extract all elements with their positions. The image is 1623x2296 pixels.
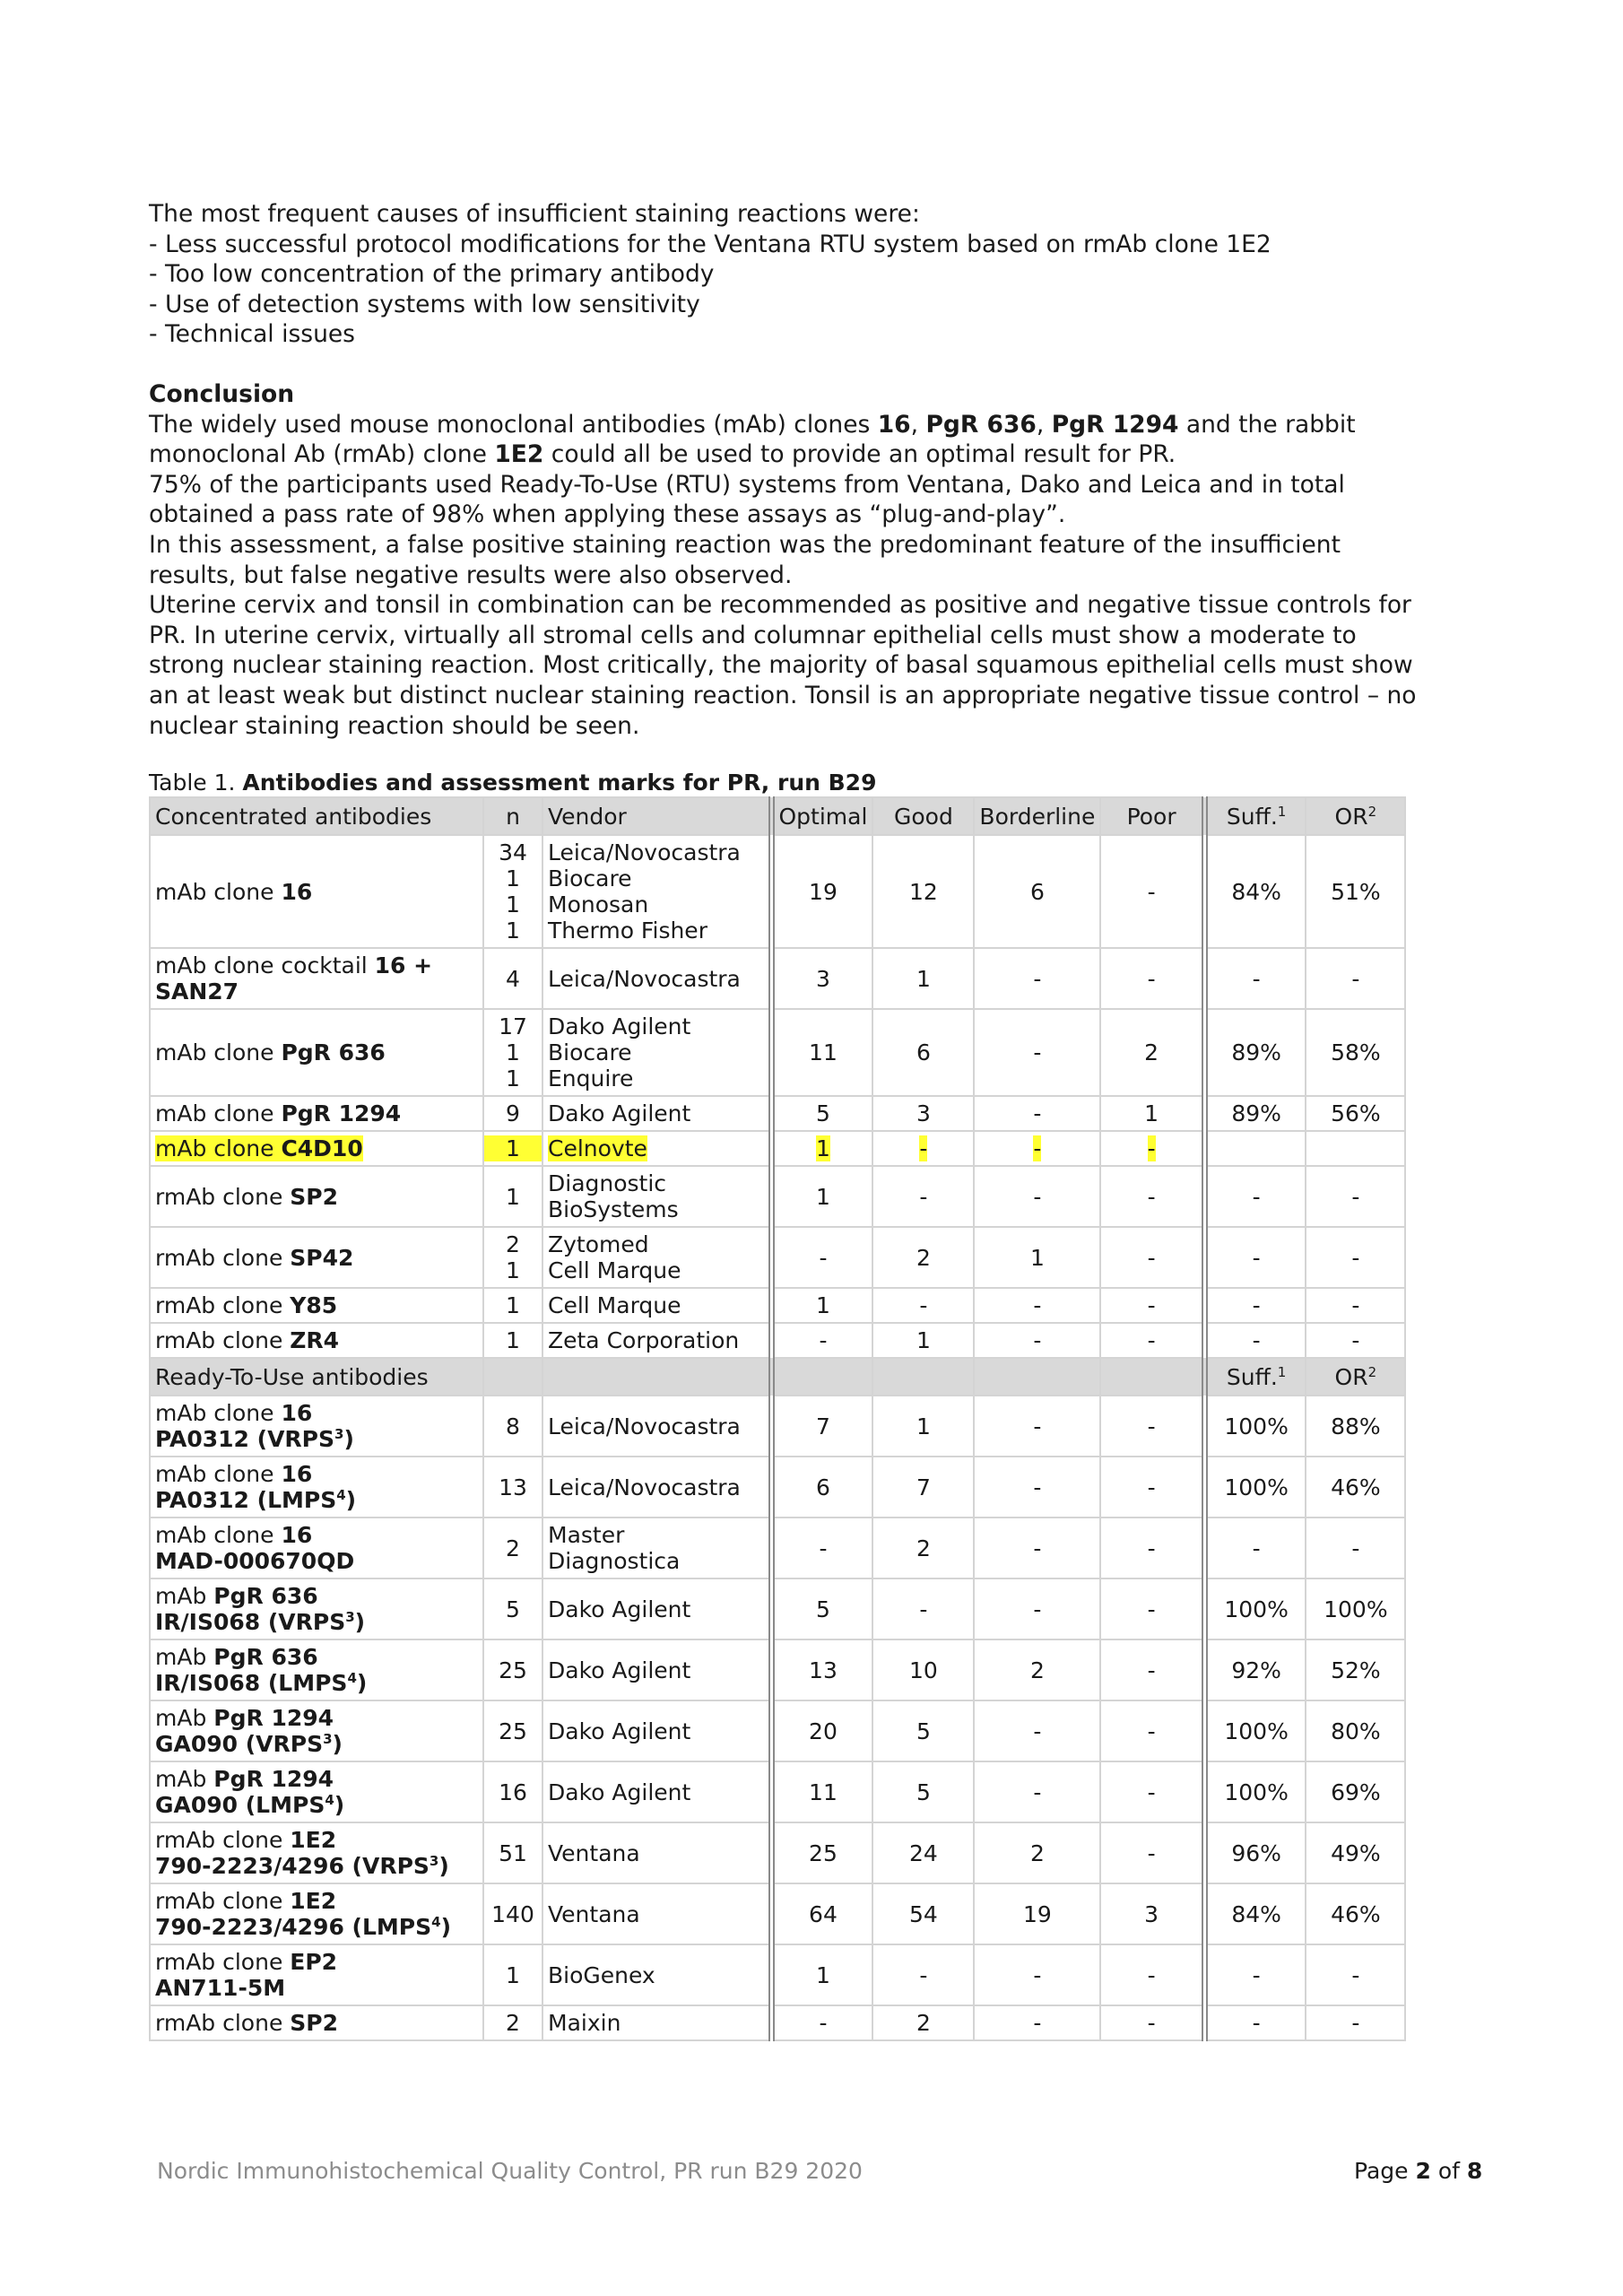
poor-value: -	[1100, 1396, 1204, 1457]
antibody-name: rmAb clone 1E2 790-2223/4296 (LMPS$^4$)	[150, 1883, 483, 1944]
poor-value: -	[1100, 1944, 1204, 2005]
good-value: -	[872, 1166, 974, 1227]
conclusion-line: PR. In uterine cervix, virtually all stromal cells and columnar epithelial cells must show a moderate to	[149, 621, 1357, 649]
optimal-value: 25	[771, 1822, 872, 1883]
vendor: Leica/Novocastra	[542, 1396, 771, 1457]
table-row	[150, 835, 1405, 948]
optimal-value: 64	[771, 1883, 872, 1944]
borderline-value: 2	[974, 1639, 1100, 1700]
or-value: -	[1306, 1166, 1405, 1227]
n-count: 25	[483, 1700, 542, 1761]
antibody-name: rmAb clone EP2 AN711-5M	[150, 1944, 483, 2005]
suff-value: 100%	[1204, 1700, 1306, 1761]
rtu-blank	[771, 1358, 872, 1396]
suff-value: 84%	[1204, 1883, 1306, 1944]
poor-value: -	[1100, 1166, 1204, 1227]
table-row	[150, 1166, 1405, 1227]
vendor: Master Diagnostica	[542, 1518, 771, 1578]
or-value: -	[1306, 1288, 1405, 1323]
good-value: 2	[872, 1518, 974, 1578]
poor-value: -	[1100, 1518, 1204, 1578]
rtu-suff: Suff.$^1$	[1204, 1358, 1306, 1396]
or-value: -	[1306, 2005, 1405, 2040]
conclusion-line: monoclonal Ab (rmAb) clone 1E2 could all be used to provide an optimal result for PR.	[149, 440, 1176, 469]
table-row	[150, 1700, 1405, 1761]
good-value: 1	[872, 1323, 974, 1358]
borderline-value: -	[974, 1096, 1100, 1131]
optimal-value: 1	[771, 1166, 872, 1227]
conclusion-line: strong nuclear staining reaction. Most critically, the majority of basal squamous epithelial cells must show	[149, 651, 1413, 680]
rtu-group-label: Ready-To-Use antibodies	[150, 1358, 483, 1396]
table-row	[150, 1578, 1405, 1639]
header-group: Concentrated antibodies	[150, 797, 483, 835]
borderline-value: -	[974, 2005, 1100, 2040]
rtu-blank	[483, 1358, 542, 1396]
or-value: 49%	[1306, 1822, 1405, 1883]
vendor: Ventana	[542, 1822, 771, 1883]
poor-value: 1	[1100, 1096, 1204, 1131]
antibody-name: rmAb clone 1E2 790-2223/4296 (VRPS$^3$)	[150, 1822, 483, 1883]
vendor: Dako Agilent	[542, 1578, 771, 1639]
suff-value: -	[1204, 1288, 1306, 1323]
or-value: 80%	[1306, 1700, 1405, 1761]
good-value: 7	[872, 1457, 974, 1518]
header-or: $OR^2$	[1306, 797, 1405, 835]
optimal-value: 11	[771, 1009, 872, 1096]
suff-value: 100%	[1204, 1396, 1306, 1457]
suff-value: -	[1204, 1166, 1306, 1227]
table-row	[150, 1227, 1405, 1288]
suff-value: -	[1204, 1323, 1306, 1358]
cause-item: - Use of detection systems with low sensitivity	[149, 290, 700, 318]
suff-value: -	[1204, 1944, 1306, 2005]
borderline-value: -	[974, 1131, 1100, 1166]
good-value: 6	[872, 1009, 974, 1096]
optimal-value: 13	[771, 1639, 872, 1700]
or-value: 69%	[1306, 1761, 1405, 1822]
conclusion-heading: Conclusion	[149, 379, 295, 408]
optimal-value: -	[771, 1323, 872, 1358]
rtu-blank	[872, 1358, 974, 1396]
antibody-name: mAb clone 16 PA0312 (VRPS$^3$)	[150, 1396, 483, 1457]
or-value: 100%	[1306, 1578, 1405, 1639]
table-row	[150, 1639, 1405, 1700]
or-value: 46%	[1306, 1883, 1405, 1944]
or-value: 88%	[1306, 1396, 1405, 1457]
borderline-value: -	[974, 1944, 1100, 2005]
vendor: Leica/Novocastra	[542, 948, 771, 1009]
borderline-value: 19	[974, 1883, 1100, 1944]
good-value: 5	[872, 1761, 974, 1822]
n-count: 9	[483, 1096, 542, 1131]
optimal-value: -	[771, 1518, 872, 1578]
or-value: 51%	[1306, 835, 1405, 948]
suff-value: -	[1204, 1227, 1306, 1288]
n-count: 1	[483, 1166, 542, 1227]
optimal-value: 1	[771, 1944, 872, 2005]
vendor: Cell Marque	[542, 1288, 771, 1323]
borderline-value: -	[974, 1700, 1100, 1761]
suff-value: 100%	[1204, 1457, 1306, 1518]
conclusion-line: In this assessment, a false positive staining reaction was the predominant feature of the insufficient	[149, 530, 1341, 559]
n-count: 8	[483, 1396, 542, 1457]
vendor: Dako Agilent	[542, 1096, 771, 1131]
header-poor: Poor	[1100, 797, 1204, 835]
optimal-value: 1	[771, 1288, 872, 1323]
good-value: 12	[872, 835, 974, 948]
poor-value: -	[1100, 1227, 1204, 1288]
rtu-or: $OR^2$	[1306, 1358, 1405, 1396]
good-value: -	[872, 1578, 974, 1639]
antibody-name: mAb clone cocktail 16 + SAN27	[150, 948, 483, 1009]
antibody-name: mAb clone C4D10	[150, 1131, 483, 1166]
suff-value: 84%	[1204, 835, 1306, 948]
optimal-value: 19	[771, 835, 872, 948]
table-row	[150, 1518, 1405, 1578]
good-value: 1	[872, 948, 974, 1009]
vendor: Maixin	[542, 2005, 771, 2040]
or-value: -	[1306, 948, 1405, 1009]
suff-value: 89%	[1204, 1009, 1306, 1096]
suff-value	[1204, 1131, 1306, 1166]
optimal-value: 5	[771, 1578, 872, 1639]
table-row	[150, 1822, 1405, 1883]
n-count: 17 1 1	[483, 1009, 542, 1096]
footer-title: Nordic Immunohistochemical Quality Control, PR run B29 2020	[157, 2158, 863, 2184]
borderline-value: -	[974, 948, 1100, 1009]
good-value: -	[872, 1131, 974, 1166]
poor-value: 3	[1100, 1883, 1204, 1944]
borderline-value: -	[974, 1323, 1100, 1358]
borderline-value: -	[974, 1288, 1100, 1323]
page-number: Page 2 of 8	[1354, 2158, 1483, 2184]
good-value: 5	[872, 1700, 974, 1761]
poor-value: -	[1100, 1822, 1204, 1883]
conclusion-line: Uterine cervix and tonsil in combination can be recommended as positive and negative tissue controls for	[149, 591, 1411, 620]
optimal-value: 6	[771, 1457, 872, 1518]
good-value: 2	[872, 1227, 974, 1288]
suff-value: 96%	[1204, 1822, 1306, 1883]
poor-value: -	[1100, 1761, 1204, 1822]
n-count: 1	[483, 1288, 542, 1323]
or-value: -	[1306, 1518, 1405, 1578]
poor-value: -	[1100, 1323, 1204, 1358]
or-value: -	[1306, 1323, 1405, 1358]
poor-value: 2	[1100, 1009, 1204, 1096]
vendor: Dako Agilent Biocare Enquire	[542, 1009, 771, 1096]
good-value: 54	[872, 1883, 974, 1944]
borderline-value: 6	[974, 835, 1100, 948]
optimal-value: 7	[771, 1396, 872, 1457]
good-value: -	[872, 1944, 974, 2005]
poor-value: -	[1100, 1457, 1204, 1518]
cause-item: - Too low concentration of the primary antibody	[149, 260, 715, 289]
n-count: 1	[483, 1131, 542, 1166]
good-value: 24	[872, 1822, 974, 1883]
n-count: 25	[483, 1639, 542, 1700]
table-row	[150, 2005, 1405, 2040]
poor-value: -	[1100, 2005, 1204, 2040]
n-count: 13	[483, 1457, 542, 1518]
suff-value: -	[1204, 2005, 1306, 2040]
poor-value: -	[1100, 835, 1204, 948]
good-value: 3	[872, 1096, 974, 1131]
conclusion-line: obtained a pass rate of 98% when applying these assays as “plug-and-play”.	[149, 500, 1066, 529]
header-optimal: Optimal	[771, 797, 872, 835]
table-row	[150, 1131, 1405, 1166]
antibody-name: mAb PgR 1294 GA090 (VRPS$^3$)	[150, 1700, 483, 1761]
antibody-name: mAb PgR 1294 GA090 (LMPS$^4$)	[150, 1761, 483, 1822]
antibody-name: rmAb clone ZR4	[150, 1323, 483, 1358]
n-count: 16	[483, 1761, 542, 1822]
n-count: 2	[483, 2005, 542, 2040]
causes-lead: The most frequent causes of insufficient staining reactions were:	[149, 200, 920, 228]
poor-value: -	[1100, 1288, 1204, 1323]
suff-value: -	[1204, 1518, 1306, 1578]
conclusion-line: results, but false negative results were also observed.	[149, 561, 793, 589]
good-value: 2	[872, 2005, 974, 2040]
suff-value: 89%	[1204, 1096, 1306, 1131]
vendor: Dako Agilent	[542, 1761, 771, 1822]
vendor: Dako Agilent	[542, 1639, 771, 1700]
poor-value: -	[1100, 1578, 1204, 1639]
or-value: 56%	[1306, 1096, 1405, 1131]
optimal-value: -	[771, 1227, 872, 1288]
vendor: Zeta Corporation	[542, 1323, 771, 1358]
header-good: Good	[872, 797, 974, 835]
borderline-value: 1	[974, 1227, 1100, 1288]
suff-value: 100%	[1204, 1578, 1306, 1639]
poor-value: -	[1100, 1131, 1204, 1166]
or-value: 52%	[1306, 1639, 1405, 1700]
n-count: 1	[483, 1944, 542, 2005]
antibody-name: mAb PgR 636 IR/IS068 (VRPS$^3$)	[150, 1578, 483, 1639]
antibody-name: mAb clone 16	[150, 835, 483, 948]
table-header-row	[150, 797, 1405, 835]
borderline-value: 2	[974, 1822, 1100, 1883]
table-row	[150, 1009, 1405, 1096]
n-count: 1	[483, 1323, 542, 1358]
antibody-name: mAb clone 16 MAD-000670QD	[150, 1518, 483, 1578]
antibody-name: mAb clone PgR 636	[150, 1009, 483, 1096]
vendor: Leica/Novocastra	[542, 1457, 771, 1518]
rtu-section-header	[150, 1358, 1405, 1396]
optimal-value: 11	[771, 1761, 872, 1822]
table-caption: Table 1. Antibodies and assessment marks for PR, run B29	[149, 770, 877, 796]
vendor: Diagnostic BioSystems	[542, 1166, 771, 1227]
table-row	[150, 1457, 1405, 1518]
borderline-value: -	[974, 1166, 1100, 1227]
conclusion-line: 75% of the participants used Ready-To-Use (RTU) systems from Ventana, Dako and Leica and in total	[149, 470, 1345, 499]
table-row	[150, 1396, 1405, 1457]
cause-item: - Technical issues	[149, 320, 355, 349]
header-borderline: Borderline	[974, 797, 1100, 835]
poor-value: -	[1100, 1700, 1204, 1761]
optimal-value: 3	[771, 948, 872, 1009]
rtu-blank	[542, 1358, 771, 1396]
antibody-name: rmAb clone Y85	[150, 1288, 483, 1323]
antibody-name: rmAb clone SP42	[150, 1227, 483, 1288]
or-value: 46%	[1306, 1457, 1405, 1518]
header-n: n	[483, 797, 542, 835]
borderline-value: -	[974, 1578, 1100, 1639]
table-row	[150, 1323, 1405, 1358]
vendor: Ventana	[542, 1883, 771, 1944]
table-row	[150, 1944, 1405, 2005]
rtu-blank	[1100, 1358, 1204, 1396]
table-row	[150, 1096, 1405, 1131]
suff-value: 100%	[1204, 1761, 1306, 1822]
or-value: -	[1306, 1227, 1405, 1288]
header-vendor: Vendor	[542, 797, 771, 835]
table-row	[150, 1761, 1405, 1822]
table-row	[150, 1288, 1405, 1323]
n-count: 2	[483, 1518, 542, 1578]
antibody-marks-table	[149, 796, 1406, 2041]
antibody-name: rmAb clone SP2	[150, 1166, 483, 1227]
n-count: 51	[483, 1822, 542, 1883]
antibody-name: mAb PgR 636 IR/IS068 (LMPS$^4$)	[150, 1639, 483, 1700]
vendor: Leica/Novocastra Biocare Monosan Thermo Fisher	[542, 835, 771, 948]
borderline-value: -	[974, 1009, 1100, 1096]
or-value: 58%	[1306, 1009, 1405, 1096]
poor-value: -	[1100, 1639, 1204, 1700]
table-row	[150, 1883, 1405, 1944]
table-row	[150, 948, 1405, 1009]
header-suff: Suff.$^1$	[1204, 797, 1306, 835]
good-value: 10	[872, 1639, 974, 1700]
conclusion-line: The widely used mouse monoclonal antibodies (mAb) clones 16, PgR 636, PgR 1294 and the rabbit	[149, 410, 1356, 439]
conclusion-line: nuclear staining reaction should be seen.	[149, 711, 640, 740]
borderline-value: -	[974, 1518, 1100, 1578]
good-value: -	[872, 1288, 974, 1323]
or-value	[1306, 1131, 1405, 1166]
or-value: -	[1306, 1944, 1405, 2005]
borderline-value: -	[974, 1761, 1100, 1822]
optimal-value: 1	[771, 1131, 872, 1166]
vendor: Celnovte	[542, 1131, 771, 1166]
antibody-name: mAb clone PgR 1294	[150, 1096, 483, 1131]
n-count: 34 1 1 1	[483, 835, 542, 948]
antibody-name: rmAb clone SP2	[150, 2005, 483, 2040]
vendor: BioGenex	[542, 1944, 771, 2005]
n-count: 5	[483, 1578, 542, 1639]
page-body	[149, 199, 1494, 741]
good-value: 1	[872, 1396, 974, 1457]
n-count: 140	[483, 1883, 542, 1944]
borderline-value: -	[974, 1396, 1100, 1457]
suff-value: -	[1204, 948, 1306, 1009]
vendor: Dako Agilent	[542, 1700, 771, 1761]
optimal-value: 5	[771, 1096, 872, 1131]
optimal-value: -	[771, 2005, 872, 2040]
n-count: 4	[483, 948, 542, 1009]
cause-item: - Less successful protocol modifications for the Ventana RTU system based on rmAb clone 1E2	[149, 230, 1271, 258]
n-count: 2 1	[483, 1227, 542, 1288]
rtu-blank	[974, 1358, 1100, 1396]
optimal-value: 20	[771, 1700, 872, 1761]
borderline-value: -	[974, 1457, 1100, 1518]
conclusion-line: an at least weak but distinct nuclear staining reaction. Tonsil is an appropriate negative tissue control – no	[149, 681, 1417, 709]
suff-value: 92%	[1204, 1639, 1306, 1700]
antibody-name: mAb clone 16 PA0312 (LMPS$^4$)	[150, 1457, 483, 1518]
vendor: Zytomed Cell Marque	[542, 1227, 771, 1288]
poor-value: -	[1100, 948, 1204, 1009]
